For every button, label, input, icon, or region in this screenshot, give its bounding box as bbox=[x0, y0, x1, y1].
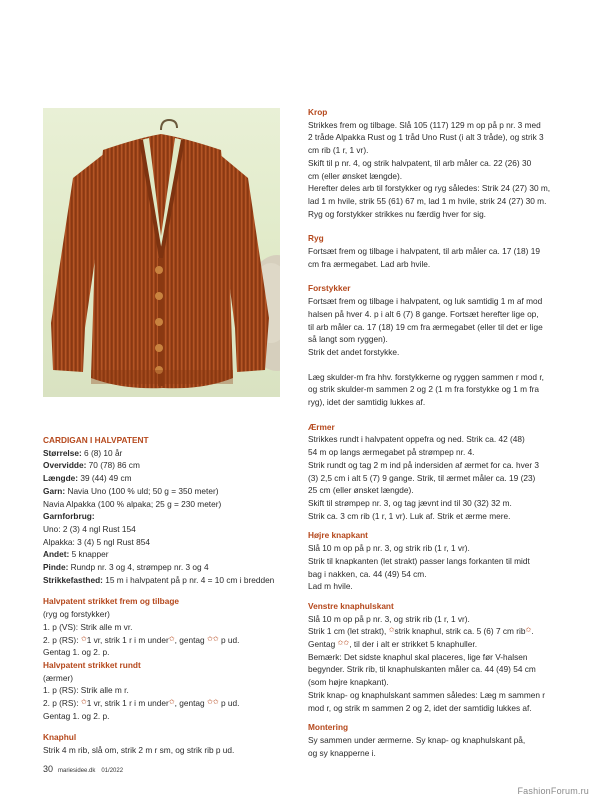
button-3 bbox=[155, 318, 163, 326]
watermark: FashionForum.ru bbox=[517, 786, 589, 796]
instruction-line: Strik 4 m rib, slå om, strik 2 m r sm, og strik rib p ud. bbox=[43, 745, 235, 756]
instruction-line: Strik ca. 3 cm rib (1 r, 1 vr). Luk af. Strik et ærme mere. bbox=[308, 510, 511, 521]
instruction-line: Strik 1 cm (let strakt), ✩strik knaphul, strik ca. 5 (6) 7 cm rib✩. bbox=[308, 626, 534, 637]
instruction-line: ryg), idet der samtidig lukkes af. bbox=[308, 397, 426, 408]
page-footer bbox=[43, 764, 129, 774]
button-2 bbox=[155, 292, 163, 300]
instruction-line: Gentag 1. og 2. p. bbox=[43, 710, 110, 721]
spec-row: Navia Alpakka (100 % alpaka; 25 g = 230 meter) bbox=[43, 498, 222, 509]
instruction-line: Strik rundt og tag 2 m ind på indersiden af ærmet for ca. hver 3 bbox=[308, 459, 540, 470]
star-icon: ✩ bbox=[525, 627, 532, 635]
section-subtitle: (ryg og forstykker) bbox=[43, 609, 110, 620]
section-heading-forstykker: Forstykker bbox=[308, 283, 351, 294]
cardigan-illustration bbox=[43, 108, 280, 397]
issue-number: 01/2022 bbox=[101, 768, 124, 774]
section-heading-hoejre: Højre knapkant bbox=[308, 530, 368, 541]
site-name: mariesidee.dk bbox=[58, 768, 96, 774]
spec-row: Pinde: Rundp nr. 3 og 4, strømpep nr. 3 og 4 bbox=[43, 562, 209, 573]
star-icon: ✩ bbox=[388, 627, 395, 635]
star-icon: ✩✩ bbox=[337, 640, 350, 648]
instruction-line: 1. p (RS): Strik alle m r. bbox=[43, 685, 129, 696]
instruction-line: Strik det andet forstykke. bbox=[308, 346, 400, 357]
instruction-line: så langt som ryggen). bbox=[308, 334, 388, 345]
instruction-line: Gentag 1. og 2. p. bbox=[43, 647, 110, 658]
instruction-line: begynder. Strik rib, til knaphulskanten måler ca. 44 (49) 54 cm bbox=[308, 664, 536, 675]
section-heading-aermer: Ærmer bbox=[308, 421, 335, 432]
instruction-line: 2. p (RS): ✩1 vr, strik 1 r i m under✩, gentag ✩✩ p ud. bbox=[43, 698, 240, 709]
star-icon: ✩ bbox=[80, 699, 87, 707]
star-icon: ✩ bbox=[168, 635, 175, 643]
instruction-line: til arb måler ca. 17 (18) 19 cm fra ærmegabet (eller til det er lige bbox=[308, 321, 543, 332]
instruction-line: (som højre knapkant). bbox=[308, 677, 389, 688]
instruction-line: cm rib (1 r, 1 vr). bbox=[308, 145, 369, 156]
section-heading-knaphul: Knaphul bbox=[43, 732, 77, 743]
instruction-line: Gentag ✩✩, til der i alt er strikket 5 knaphuller. bbox=[308, 639, 478, 650]
instruction-line: mod r, og strik m sammen 2 og 2, idet der samtidig lukkes af. bbox=[308, 702, 532, 713]
instruction-line: 2. p (RS): ✩1 vr, strik 1 r i m under✩, gentag ✩✩ p ud. bbox=[43, 634, 240, 645]
star-icon: ✩ bbox=[168, 699, 175, 707]
instruction-line: 54 m op langs ærmegabet på strømpep nr. 4. bbox=[308, 447, 475, 458]
instruction-line: og sy knapperne i. bbox=[308, 747, 376, 758]
spec-row: Strikkefasthed: 15 m i halvpatent på p nr. 4 = 10 cm i bredden bbox=[43, 574, 275, 585]
instruction-line: Bemærk: Det sidste knaphul skal placeres, lige før V-halsen bbox=[308, 651, 528, 662]
instruction-line: 2 tråde Alpakka Rust og 1 tråd Uno Rust (i alt 3 tråde), og strik 3 bbox=[308, 132, 544, 143]
spec-row: Garnforbrug: bbox=[43, 511, 95, 522]
instruction-line: halsen på hver 4. p i alt 6 (7) 8 gange. Fortsæt herefter lige op, bbox=[308, 308, 539, 319]
instruction-line: Fortsæt frem og tilbage i halvpatent, til arb måler ca. 17 (18) 19 bbox=[308, 246, 540, 257]
instruction-line: Skift til strømpep nr. 3, og tag jævnt ind til 30 (32) 32 m. bbox=[308, 497, 512, 508]
instruction-line: 1. p (VS): Strik alle m vr. bbox=[43, 621, 133, 632]
instruction-line: Herefter deles arb til forstykker og ryg således: Strik 24 (27) 30 m, bbox=[308, 183, 551, 194]
instruction-line: cm fra ærmegabet. Lad arb hvile. bbox=[308, 258, 431, 269]
hanger-hook bbox=[161, 120, 177, 130]
instruction-line: Strik til knapkanten (let strakt) passer langs forkanten til midt bbox=[308, 555, 530, 566]
section-heading-frem: Halvpatent strikket frem og tilbage bbox=[43, 596, 180, 607]
section-heading-ryg: Ryg bbox=[308, 233, 324, 244]
pattern-title: CARDIGAN I HALVPATENT bbox=[43, 435, 149, 445]
instruction-line: Slå 10 m op på p nr. 3, og strik rib (1 r, 1 vr). bbox=[308, 613, 470, 624]
spec-row: Længde: 39 (44) 49 cm bbox=[43, 473, 132, 484]
spec-row: Overvidde: 70 (78) 86 cm bbox=[43, 460, 140, 471]
specs-list bbox=[43, 447, 288, 587]
button-4 bbox=[155, 344, 163, 352]
spec-row: Garn: Navia Uno (100 % uld; 50 g = 350 meter) bbox=[43, 485, 219, 496]
section-heading-rundt: Halvpatent strikket rundt bbox=[43, 659, 141, 670]
instruction-line: Slå 10 m op på p nr. 3, og strik rib (1 r, 1 vr). bbox=[308, 543, 470, 554]
section-subtitle: (ærmer) bbox=[43, 672, 73, 683]
instruction-line: og strik skulder-m sammen 2 og 2 (1 m fra forstykke og 1 m fra bbox=[308, 384, 540, 395]
left-column bbox=[43, 434, 288, 757]
page-number: 30 bbox=[43, 764, 54, 774]
instruction-line: Læg skulder-m fra hhv. forstykkerne og ryggen sammen r mod r, bbox=[308, 371, 544, 382]
instruction-line: Strik knap- og knaphulskant sammen således: Læg m sammen r bbox=[308, 689, 546, 700]
instruction-line: (3) 2,5 cm i alt 5 (7) 9 gange. Strik, til ærmet måler ca. 19 (23) bbox=[308, 472, 536, 483]
instruction-line: 25 cm (eller ønsket længde). bbox=[308, 485, 414, 496]
spec-row: Uno: 2 (3) 4 ngl Rust 154 bbox=[43, 523, 136, 534]
section-heading-venstre: Venstre knaphulskant bbox=[308, 600, 394, 611]
cardigan-photo bbox=[43, 108, 280, 397]
star-icon: ✩✩ bbox=[206, 699, 219, 707]
section-heading-krop: Krop bbox=[308, 107, 328, 117]
instruction-line: Strikkes frem og tilbage. Slå 105 (117) 129 m op på p nr. 3 med bbox=[308, 119, 541, 130]
section-heading-montering: Montering bbox=[308, 722, 349, 733]
instruction-line: Ryg og forstykker strikkes nu færdig hver for sig. bbox=[308, 208, 486, 219]
spec-row: Størrelse: 6 (8) 10 år bbox=[43, 447, 123, 458]
instruction-line: lad 1 m hvile, strik 55 (61) 67 m, lad 1 m hvile, strik 24 (27) 30 m. bbox=[308, 195, 547, 206]
instruction-line: cm (eller ønsket længde). bbox=[308, 170, 403, 181]
instruction-line: Sy sammen under ærmerne. Sy knap- og knaphulskant på, bbox=[308, 734, 526, 745]
instruction-line: bag i nakken, ca. 44 (49) 54 cm. bbox=[308, 568, 427, 579]
spec-row: Andet: 5 knapper bbox=[43, 549, 109, 560]
button-1 bbox=[155, 266, 163, 274]
star-icon: ✩ bbox=[80, 635, 87, 643]
instruction-line: Skift til p nr. 4, og strik halvpatent, til arb måler ca. 22 (26) 30 bbox=[308, 157, 532, 168]
star-icon: ✩✩ bbox=[206, 635, 219, 643]
right-column bbox=[308, 106, 556, 759]
spec-row: Alpakka: 3 (4) 5 ngl Rust 854 bbox=[43, 536, 150, 547]
instruction-line: Fortsæt frem og tilbage i halvpatent, og luk samtidig 1 m af mod bbox=[308, 296, 543, 307]
instruction-line: Strikkes rundt i halvpatent oppefra og ned. Strik ca. 42 (48) bbox=[308, 434, 525, 445]
instruction-line: Lad m hvile. bbox=[308, 581, 353, 592]
